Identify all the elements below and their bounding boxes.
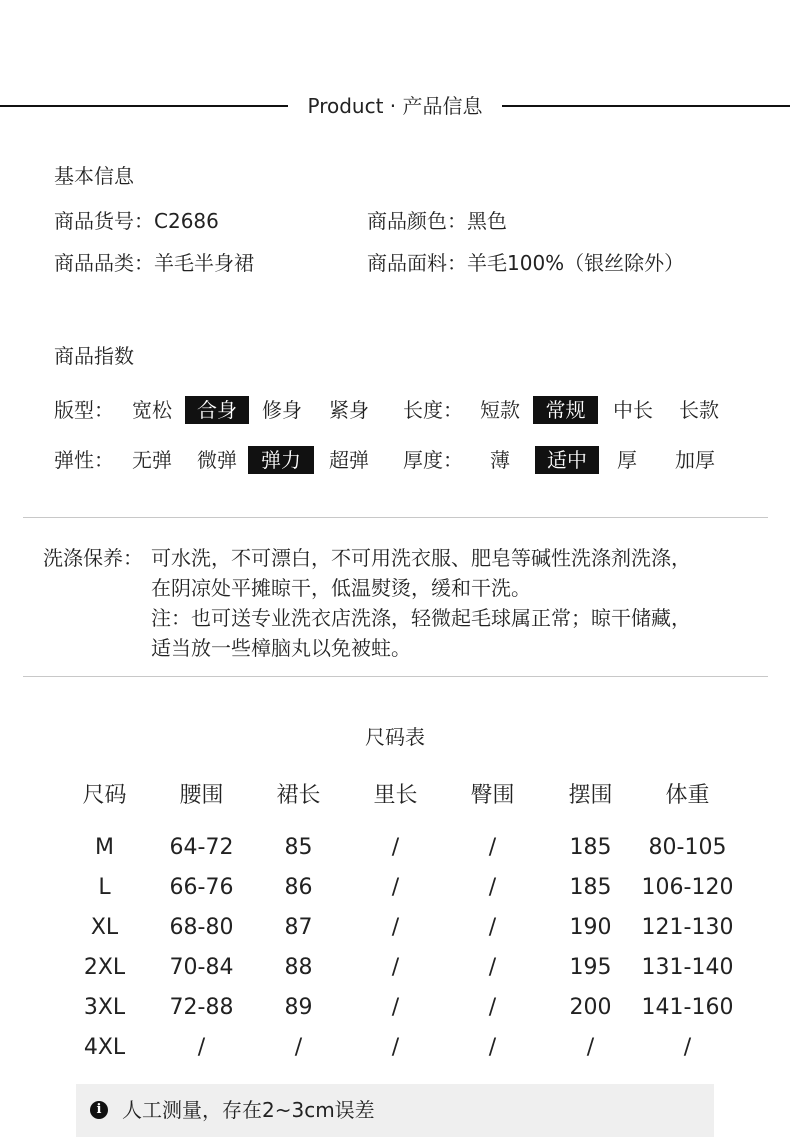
table-cell: 200: [569, 995, 612, 1020]
size-chart-title: 尺码表: [365, 725, 425, 749]
table-cell: /: [488, 915, 497, 940]
elasticity-option: 无弹: [132, 448, 172, 472]
length-option: 长款: [679, 398, 719, 422]
length-option: 中长: [613, 398, 653, 422]
elasticity-label: 弹性：: [54, 448, 114, 472]
table-cell: /: [488, 1035, 497, 1060]
divider: [23, 517, 768, 518]
header-rule-right: [502, 105, 790, 107]
table-cell: /: [586, 1035, 595, 1060]
table-cell: 195: [569, 955, 612, 980]
table-cell: 141-160: [641, 995, 734, 1020]
length-label: 长度：: [403, 398, 463, 422]
column-header: 裙长: [276, 783, 321, 808]
column-header: 摆围: [568, 783, 613, 808]
table-row: [56, 828, 736, 868]
fit-label: 版型：: [54, 398, 114, 422]
index-title: 商品指数: [54, 344, 134, 368]
table-cell: /: [683, 1035, 692, 1060]
thickness-option: 加厚: [675, 448, 715, 472]
care-line: 注：也可送专业洗衣店洗涤，轻微起毛球属正常；晾干储藏，: [151, 606, 691, 630]
item-number: 商品货号：C2686: [54, 209, 219, 233]
table-cell: /: [391, 1035, 400, 1060]
elasticity-option: 弹力: [248, 446, 314, 474]
thickness-label: 厚度：: [403, 448, 463, 472]
table-cell: 2XL: [83, 955, 126, 980]
table-cell: /: [391, 915, 400, 940]
table-cell: 88: [284, 955, 313, 980]
column-header: 体重: [665, 783, 710, 808]
table-cell: 72-88: [169, 995, 234, 1020]
table-cell: 185: [569, 875, 612, 900]
divider: [23, 676, 768, 677]
table-cell: /: [391, 995, 400, 1020]
elasticity-option: 微弹: [197, 448, 237, 472]
table-cell: 185: [569, 835, 612, 860]
fit-option: 合身: [185, 396, 249, 424]
table-cell: /: [488, 875, 497, 900]
care-label: 洗涤保养：: [43, 546, 143, 570]
table-cell: 3XL: [83, 995, 126, 1020]
column-header: 尺码: [82, 783, 127, 808]
table-cell: /: [391, 955, 400, 980]
item-color: 商品颜色：黑色: [367, 209, 507, 233]
column-header: 腰围: [179, 783, 224, 808]
table-cell: 87: [284, 915, 313, 940]
table-cell: /: [488, 955, 497, 980]
table-cell: /: [391, 835, 400, 860]
thickness-option: 厚: [617, 448, 637, 472]
table-header-row: [56, 780, 736, 828]
measurement-note: [76, 1084, 714, 1137]
table-cell: /: [294, 1035, 303, 1060]
table-cell: 89: [284, 995, 313, 1020]
table-cell: /: [197, 1035, 206, 1060]
size-table: [56, 780, 736, 1068]
care-line: 可水洗，不可漂白，不可用洗衣服、肥皂等碱性洗涤剂洗涤，: [151, 546, 691, 570]
table-cell: 190: [569, 915, 612, 940]
fit-option: 宽松: [132, 398, 172, 422]
table-cell: 106-120: [641, 875, 734, 900]
table-cell: 85: [284, 835, 313, 860]
table-cell: /: [391, 875, 400, 900]
table-row: [56, 988, 736, 1028]
length-option: 短款: [480, 398, 520, 422]
table-cell: 68-80: [169, 915, 234, 940]
table-row: [56, 908, 736, 948]
table-row: [56, 948, 736, 988]
item-category: 商品品类：羊毛半身裙: [54, 251, 254, 275]
basic-info-title: 基本信息: [54, 164, 134, 188]
table-cell: 66-76: [169, 875, 234, 900]
thickness-option: 薄: [490, 448, 510, 472]
table-cell: 131-140: [641, 955, 734, 980]
info-icon: i: [90, 1101, 108, 1119]
fit-option: 修身: [262, 398, 302, 422]
table-cell: 80-105: [648, 835, 727, 860]
item-fabric: 商品面料：羊毛100%（银丝除外）: [367, 251, 685, 275]
section-header: [0, 92, 790, 120]
table-cell: 64-72: [169, 835, 234, 860]
table-cell: 86: [284, 875, 313, 900]
care-line: 适当放一些樟脑丸以免被蛀。: [151, 636, 411, 660]
length-option: 常规: [533, 396, 598, 424]
table-row: [56, 1028, 736, 1068]
table-cell: XL: [90, 915, 119, 940]
table-cell: M: [95, 835, 114, 860]
table-cell: L: [98, 875, 111, 900]
care-line: 在阴凉处平摊晾干，低温熨烫，缓和干洗。: [151, 576, 531, 600]
table-cell: /: [488, 995, 497, 1020]
note-text: 人工测量，存在2~3cm误差: [122, 1098, 375, 1122]
column-header: 臀围: [470, 783, 515, 808]
table-cell: 4XL: [83, 1035, 126, 1060]
table-cell: /: [488, 835, 497, 860]
header-rule-left: [0, 105, 288, 107]
thickness-option: 适中: [535, 446, 599, 474]
page-title: Product · 产品信息: [307, 94, 483, 118]
table-cell: 121-130: [641, 915, 734, 940]
table-cell: 70-84: [169, 955, 234, 980]
column-header: 里长: [373, 783, 418, 808]
fit-option: 紧身: [329, 398, 369, 422]
table-row: [56, 868, 736, 908]
elasticity-option: 超弹: [329, 448, 369, 472]
